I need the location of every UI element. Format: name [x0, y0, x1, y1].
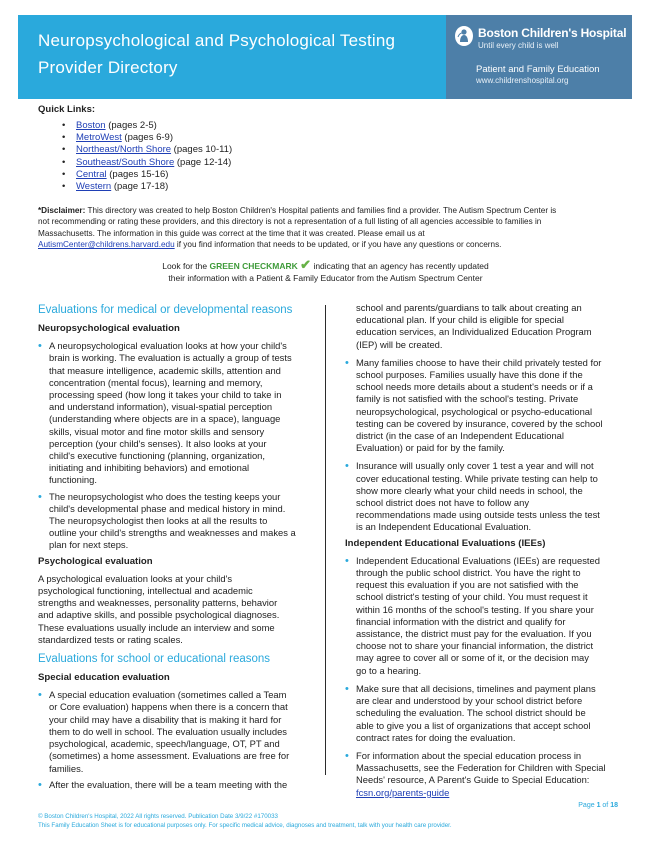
- column-divider: [325, 305, 326, 775]
- quick-link-item: [62, 120, 232, 132]
- text-line: cover educational testing. While private testing can help to: [356, 472, 598, 484]
- text-line: • Many families choose to have their child privately tested for: [356, 356, 602, 368]
- checkmark-note-line-1: [0, 257, 651, 273]
- text-line: educational plan. If your child is eligible for special: [356, 314, 564, 326]
- text-line: • The neuropsychologist who does the testing keeps your: [49, 490, 281, 502]
- disclaimer-label: *Disclaimer:: [38, 206, 86, 215]
- page-of: of: [600, 802, 611, 809]
- text-line: A psychological evaluation looks at your child's: [38, 572, 233, 584]
- org-url[interactable]: www.childrenshospital.org: [476, 76, 569, 85]
- text-line: psychological, academic, speech/language, OT, PT and: [49, 738, 280, 750]
- quick-link-item: [62, 157, 232, 169]
- quick-links-list: [62, 120, 232, 193]
- right-column: [345, 302, 617, 803]
- iee-bullets: [345, 555, 617, 799]
- bullet-item: [38, 491, 306, 552]
- disclaimer-line-3: Massachusetts. The information in this guide was correct at the time that it was created. Please email us at: [38, 228, 425, 238]
- text-line: concentration (mental focus), learning and memory,: [49, 376, 263, 388]
- quick-link-pages: (pages 15-16): [106, 168, 169, 180]
- page-current: 1: [596, 802, 601, 809]
- checkmark-note-pre: Look for the: [162, 261, 210, 271]
- check-icon: ✔: [300, 257, 312, 272]
- text-line: your child may have a disability that is making it hard for: [49, 713, 282, 725]
- text-line: psychological functioning, intellectual and academic: [38, 585, 253, 597]
- text-line: are clear and understood by your school district before: [356, 695, 583, 707]
- quick-link-boston[interactable]: Boston: [76, 120, 106, 131]
- text-line: contract rates for doing the evaluation.: [356, 731, 516, 743]
- quick-link-central[interactable]: Central: [76, 168, 107, 180]
- disclaimer-line-1: [38, 205, 628, 216]
- text-line: • A special education evaluation (sometimes called a Team: [49, 689, 287, 701]
- bullet-item: [345, 357, 617, 455]
- title-line-2: Provider Directory: [38, 58, 178, 77]
- text-line: brain is working. The evaluation is actually a group of tests: [49, 352, 292, 364]
- text-line: standardized tests or rating scales.: [38, 633, 183, 645]
- quick-link-pages: (pages 2-5): [105, 120, 157, 131]
- text-line: recommendations made using outside tests unless the test: [356, 509, 600, 521]
- heading-medical-evaluations: Evaluations for medical or developmental reasons: [38, 304, 293, 316]
- left-column: [38, 303, 306, 795]
- text-line: outline your child's strengths and weaknesses and makes a: [49, 527, 296, 539]
- bullet-item: [345, 750, 617, 799]
- title-line-1: Neuropsychological and Psychological Testing: [38, 31, 396, 50]
- quick-link-pages: (page 17-18): [111, 180, 169, 192]
- org-tagline: Until every child is well: [478, 41, 559, 50]
- bullet-item: [345, 683, 617, 744]
- text-line: strengths and weaknesses, personality patterns, behavior: [38, 597, 278, 609]
- text-line: through the public school district. You have the right to: [356, 567, 581, 579]
- page-title: [38, 27, 438, 81]
- text-line: functioning.: [49, 474, 97, 486]
- text-line: district (in the case of an Independent Educational: [356, 430, 564, 442]
- checkmark-note-line-2: their information with a Patient & Family Educator from the Autism Spectrum Center: [168, 273, 483, 283]
- bullet-item: [345, 460, 617, 533]
- text-line: perception (your child's senses). It also looks at your: [49, 437, 267, 449]
- hospital-logo-icon: [454, 25, 474, 47]
- quick-link-western[interactable]: Western: [76, 180, 112, 192]
- department-name: Patient and Family Education: [476, 64, 600, 75]
- text-line: and understand information), visual-spatial perception: [49, 401, 273, 413]
- text-line: school district's testing of your child. You must request it: [356, 591, 588, 603]
- footer-copyright: © Boston Children's Hospital, 2022 All rights reserved. Publication Date 3/9/22 #170033: [38, 813, 278, 820]
- text-line: child's developmental phase and medical history in mind.: [49, 502, 286, 514]
- quick-link-item: [62, 181, 232, 193]
- bullet-item: [38, 689, 306, 774]
- quick-link-pages: (pages 10-11): [171, 144, 233, 156]
- text-line: scheduling the evaluation. The school district should be: [356, 707, 586, 719]
- disclaimer: [38, 205, 628, 250]
- email-link[interactable]: AutismCenter@childrens.harvard.edu: [38, 239, 175, 249]
- quick-link-item: [62, 144, 232, 156]
- org-name: Boston Children's Hospital: [478, 26, 627, 40]
- text-line: school needs more details about a student's needs or if a: [356, 381, 593, 393]
- quick-link-metrowest[interactable]: MetroWest: [76, 132, 122, 144]
- text-line: families.: [49, 762, 84, 774]
- text-line: • After the evaluation, there will be a team meeting with the: [49, 778, 288, 790]
- text-line: skills, visual motor and fine motor skills and sensory: [49, 425, 265, 437]
- green-checkmark-label: GREEN CHECKMARK: [209, 261, 298, 271]
- text-line: them to do well in school. The evaluation usually includes: [49, 725, 287, 737]
- text-line: able to give you a list of organizations that accept school: [356, 719, 591, 731]
- heading-special-ed: Special education evaluation: [38, 672, 170, 684]
- text-line: • For information about the special education process in: [356, 749, 582, 761]
- text-line: school and parents/guardians to talk about creating an: [356, 302, 582, 313]
- neuropsych-bullets: [38, 340, 306, 551]
- text-line: testing can be covered by insurance, covered by the school: [356, 417, 603, 429]
- text-line: school district does not have to follow any: [356, 497, 530, 509]
- disclaimer-line-2: not recommending or rating these providers, and this directory is not a representation of a full listing of all agencies accessible to families in: [38, 217, 542, 227]
- text-line: • Independent Educational Evaluations (IEEs) are requested: [356, 554, 600, 566]
- disclaimer-text-4: if you find information that needs to be updated, or if you have any questions or concerns.: [174, 239, 502, 249]
- heading-psych: Psychological evaluation: [38, 555, 153, 567]
- footer-notice: This Family Education Sheet is for educational purposes only. For specific medical advice, diagnoses and treatment, talk with your health care provider.: [38, 822, 452, 829]
- text-line: may agree to cover all or some of it, or the decision may: [356, 652, 589, 664]
- text-line: Evaluation) or paid for by the family.: [356, 442, 505, 454]
- text-line: neuropsychological, psychological or psycho-educational: [356, 405, 593, 417]
- text-line: • Insurance will usually only cover 1 test a year and will not: [356, 460, 594, 472]
- quick-link-northeast[interactable]: Northeast/North Shore: [76, 144, 172, 156]
- text-line: go to a hearing.: [356, 664, 422, 676]
- text-line: within 16 months of the school's testing. If you share your: [356, 603, 594, 615]
- text-line: or Core evaluation) happens when there is a concern that: [49, 701, 288, 713]
- quick-links-title: Quick Links:: [38, 104, 96, 115]
- text-line: processing speed (how long it takes your child to take in: [49, 389, 282, 401]
- text-line: Needs' resource, A Parent's Guide to Special Education:: [356, 774, 590, 786]
- fcsn-link[interactable]: fcsn.org/parents-guide: [356, 786, 450, 798]
- page-number: [578, 802, 618, 809]
- quick-link-item: [62, 132, 232, 144]
- text-line: show more clearly what your child needs in school, the: [356, 484, 583, 496]
- text-line: choose not to share your financial information, the district: [356, 640, 594, 652]
- heading-school-evaluations: Evaluations for school or educational reasons: [38, 653, 271, 666]
- text-line: (sometimes) a home assessment. Evaluations are free for: [49, 750, 290, 762]
- text-line: Massachusetts, see the Federation for Children with Special: [356, 762, 606, 774]
- text-line: initiating and inhibiting behaviors) and emotional: [49, 462, 250, 474]
- text-line: that measure intelligence, academic skills, attention and: [49, 364, 281, 376]
- special-ed-bullets: [38, 689, 306, 791]
- text-line: • Make sure that all decisions, timelines and payment plans: [356, 682, 596, 694]
- text-line: family is not satisfied with the school's testing. Private: [356, 393, 579, 405]
- text-line: plan for next steps.: [49, 539, 129, 551]
- bullet-item: [345, 555, 617, 677]
- heading-neuropsych: Neuropsychological evaluation: [38, 323, 180, 334]
- text-line: is an Independent Educational Evaluation.: [356, 521, 532, 533]
- text-line: assistance, the district must pay for the evaluation. If you: [356, 628, 592, 640]
- private-testing-bullets: [345, 357, 617, 534]
- heading-iee: Independent Educational Evaluations (IEEs): [345, 537, 546, 549]
- quick-link-pages: (page 12-14): [174, 156, 232, 168]
- quick-link-pages: (pages 6-9): [121, 132, 173, 144]
- text-line: (IEP) will be created.: [356, 338, 443, 350]
- bullet-item: [38, 340, 306, 486]
- text-line: school purposes. Families usually have this done if the: [356, 369, 583, 381]
- continued-paragraph: [345, 302, 617, 351]
- text-line: These evaluations usually include an interview and some: [38, 621, 275, 633]
- disclaimer-text-1: This directory was created to help Boston Children's Hospital patients and families find a provider. The Autism Spectrum Center is: [85, 206, 557, 215]
- text-line: The neuropsychologist then looks at all the results to: [49, 515, 268, 527]
- text-line: (understanding where objects are in a space), language: [49, 413, 281, 425]
- quick-link-item: [62, 169, 232, 181]
- text-line: financial information with the district and qualify for: [356, 615, 566, 627]
- quick-link-southeast[interactable]: Southeast/South Shore: [76, 156, 175, 168]
- text-line: and adaptive skills, and possible psychological diagnoses.: [38, 609, 280, 621]
- bullet-item: [38, 779, 306, 791]
- page-label: Page: [578, 802, 597, 809]
- page-total: 18: [610, 802, 618, 809]
- checkmark-note-post: indicating that an agency has recently updated: [311, 261, 489, 271]
- header-banner: [18, 15, 632, 99]
- disclaimer-line-4: [38, 239, 628, 250]
- text-line: child's executive functioning (planning, organization,: [49, 450, 265, 462]
- psych-paragraph: [38, 573, 306, 646]
- logo-panel: [446, 15, 632, 99]
- text-line: • A neuropsychological evaluation looks at how your child's: [49, 340, 287, 352]
- text-line: request this evaluation if you are not satisfied with the: [356, 579, 579, 591]
- text-line: education services, an Individualized Education Program: [356, 326, 592, 338]
